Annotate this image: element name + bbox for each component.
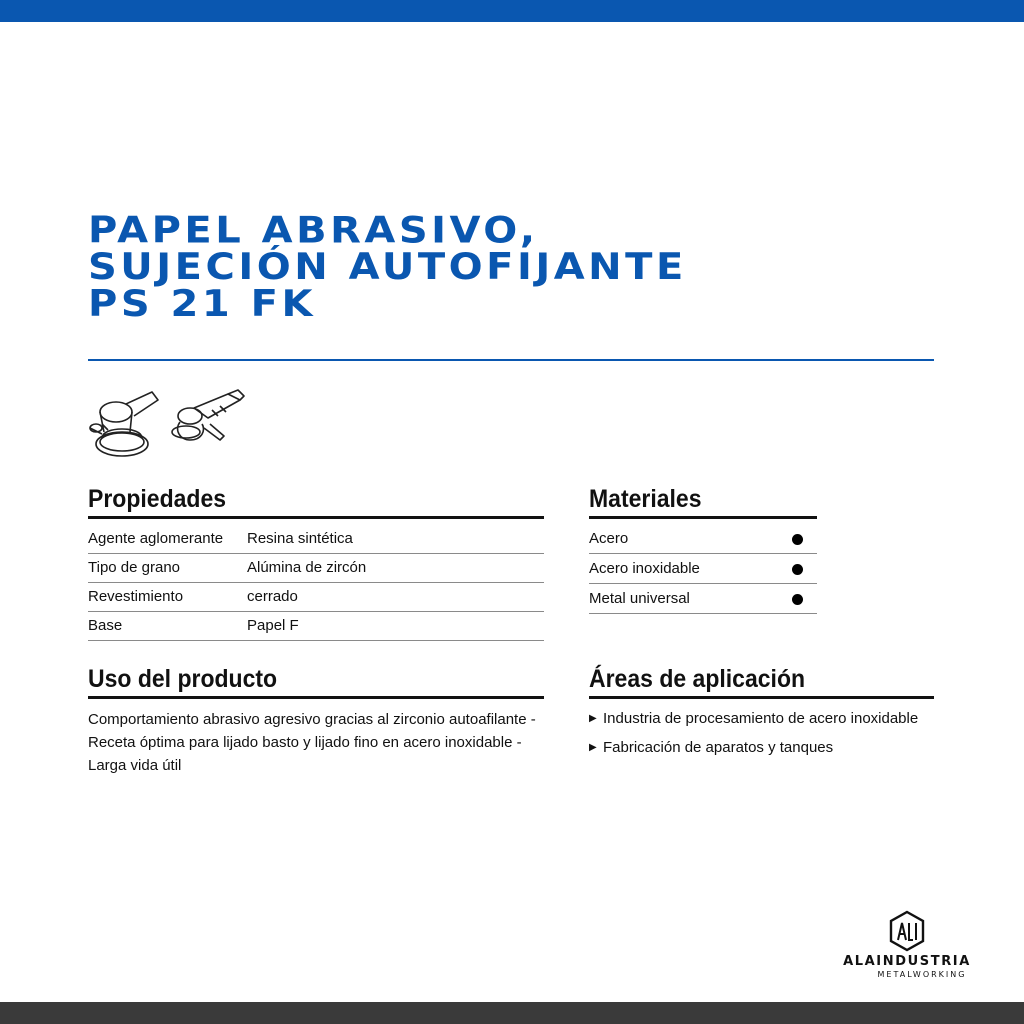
materiales-rule (589, 516, 817, 519)
table-row (589, 524, 817, 554)
property-name: Base (88, 617, 123, 634)
property-value: Alúmina de zircón (247, 559, 367, 576)
area-label: Fabricación de aparatos y tanques (603, 739, 834, 756)
table-row (88, 554, 544, 583)
property-name: Revestimiento (88, 588, 184, 605)
property-value: cerrado (247, 588, 298, 605)
property-value: Resina sintética (247, 530, 353, 547)
propiedades-heading: Propiedades (88, 485, 227, 513)
material-name: Acero (589, 530, 629, 547)
areas-rule (589, 696, 934, 699)
propiedades-table (88, 525, 544, 641)
product-title (88, 209, 687, 326)
material-name: Acero inoxidable (589, 560, 700, 577)
table-row (589, 554, 817, 584)
areas-list (589, 708, 918, 766)
bullet-arrow-icon: ▶ (589, 713, 597, 724)
propiedades-rule (88, 516, 544, 519)
hexagon-logo-icon (888, 910, 926, 952)
list-item (589, 737, 918, 766)
table-row (88, 583, 544, 612)
logo-name: ALAINDUSTRIA (843, 954, 971, 969)
filled-circle-icon (792, 594, 803, 605)
top-brand-bar (0, 0, 1024, 22)
table-row (88, 525, 544, 554)
angle-grinder-icon (168, 386, 246, 450)
area-label: Industria de procesamiento de acero inoxidable (603, 710, 919, 727)
title-line-1: PAPEL ABRASIVO, (88, 209, 539, 252)
areas-heading: Áreas de aplicación (589, 665, 806, 693)
title-line-2: SUJECIÓN AUTOFIJANTE (88, 246, 687, 289)
property-name: Tipo de grano (88, 559, 181, 576)
filled-circle-icon (792, 534, 803, 545)
bottom-footer-bar (0, 1002, 1024, 1024)
filled-circle-icon (792, 564, 803, 575)
materiales-table (589, 524, 817, 614)
table-row (589, 584, 817, 614)
logo-subtitle: METALWORKING (877, 970, 967, 979)
title-divider (88, 359, 934, 361)
materiales-heading: Materiales (589, 485, 702, 513)
brand-logo (822, 908, 992, 984)
property-name: Agente aglomerante (88, 530, 224, 547)
uso-description: Comportamiento abrasivo agresivo gracias al zirconio autoafilante - Receta óptima para lijado basto y lijado fino en acero inoxidable - Larga vida útil (88, 711, 536, 774)
table-row (88, 612, 544, 641)
uso-rule (88, 696, 544, 699)
uso-heading: Uso del producto (88, 665, 278, 693)
list-item (589, 708, 918, 737)
title-line-3: PS 21 FK (88, 282, 316, 326)
orbital-sander-icon (86, 386, 164, 462)
material-name: Metal universal (589, 590, 690, 607)
bullet-arrow-icon: ▶ (589, 742, 597, 753)
property-value: Papel F (247, 617, 299, 634)
